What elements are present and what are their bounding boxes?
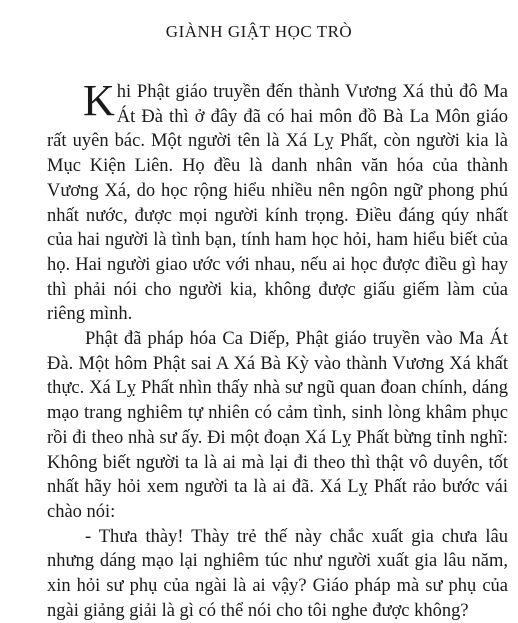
paragraph-1 [47,76,508,327]
drop-cap: K [83,76,115,125]
paragraph-3: - Thưa thày! Thày trẻ thế này chắc xuất gia chưa lâu nhưng dáng mạo lại nghiêm túc như người xuất gia lâu năm, xin hỏi sư phụ của ngài là ai vậy? Giáo pháp mà sư phụ của ngài giảng giải là gì có thể nói cho tôi nghe được không? [47,526,508,621]
paragraph-1-text: hi Phật giáo truyền đến thành Vương Xá thủ đô Ma Át Đà thì ở đây đã có hai môn đồ Bà La Môn giáo rất uyên bác. Một người tên là Xá Lỵ Phất, còn người kia là Mục Kiện Liên. Họ đều là danh nhân văn hóa của thành Vương Xá, do học rộng hiểu nhiều nên ngôn ngữ phong phú nhất nước, được mọi người kính trọng. Điều đáng qúy nhất của hai người là tình bạn, tính ham học hỏi, ham hiểu biết của họ. Hai người giao ước với nhau, nếu ai học được điều gì hay thì phải nói cho người kia, không được giấu giếm làm của riêng mình. [47,82,508,325]
chapter-title: GIÀNH GIẬT HỌC TRÒ [165,22,353,41]
chapter-body [47,76,508,623]
paragraph-2: Phật đã pháp hóa Ca Diếp, Phật giáo truyền vào Ma Át Đà. Một hôm Phật sai A Xá Bà Kỳ vào thành Vương Xá khất thực. Xá Lỵ Phất nhìn thấy nhà sư ngũ quan đoan chính, dáng mạo trang nghiêm tự nhiên có cảm tình, sinh lòng khâm phục rồi đi theo nhà sư ấy. Đi một đoạn Xá Lỵ Phất bừng tỉnh nghĩ: Không biết người ta là ai mà lại đi theo thì thật vô duyên, tốt nhất hãy hỏi xem người ta là ai đã. Xá Lỵ Phất rảo bước vái chào nói: [47,329,508,522]
